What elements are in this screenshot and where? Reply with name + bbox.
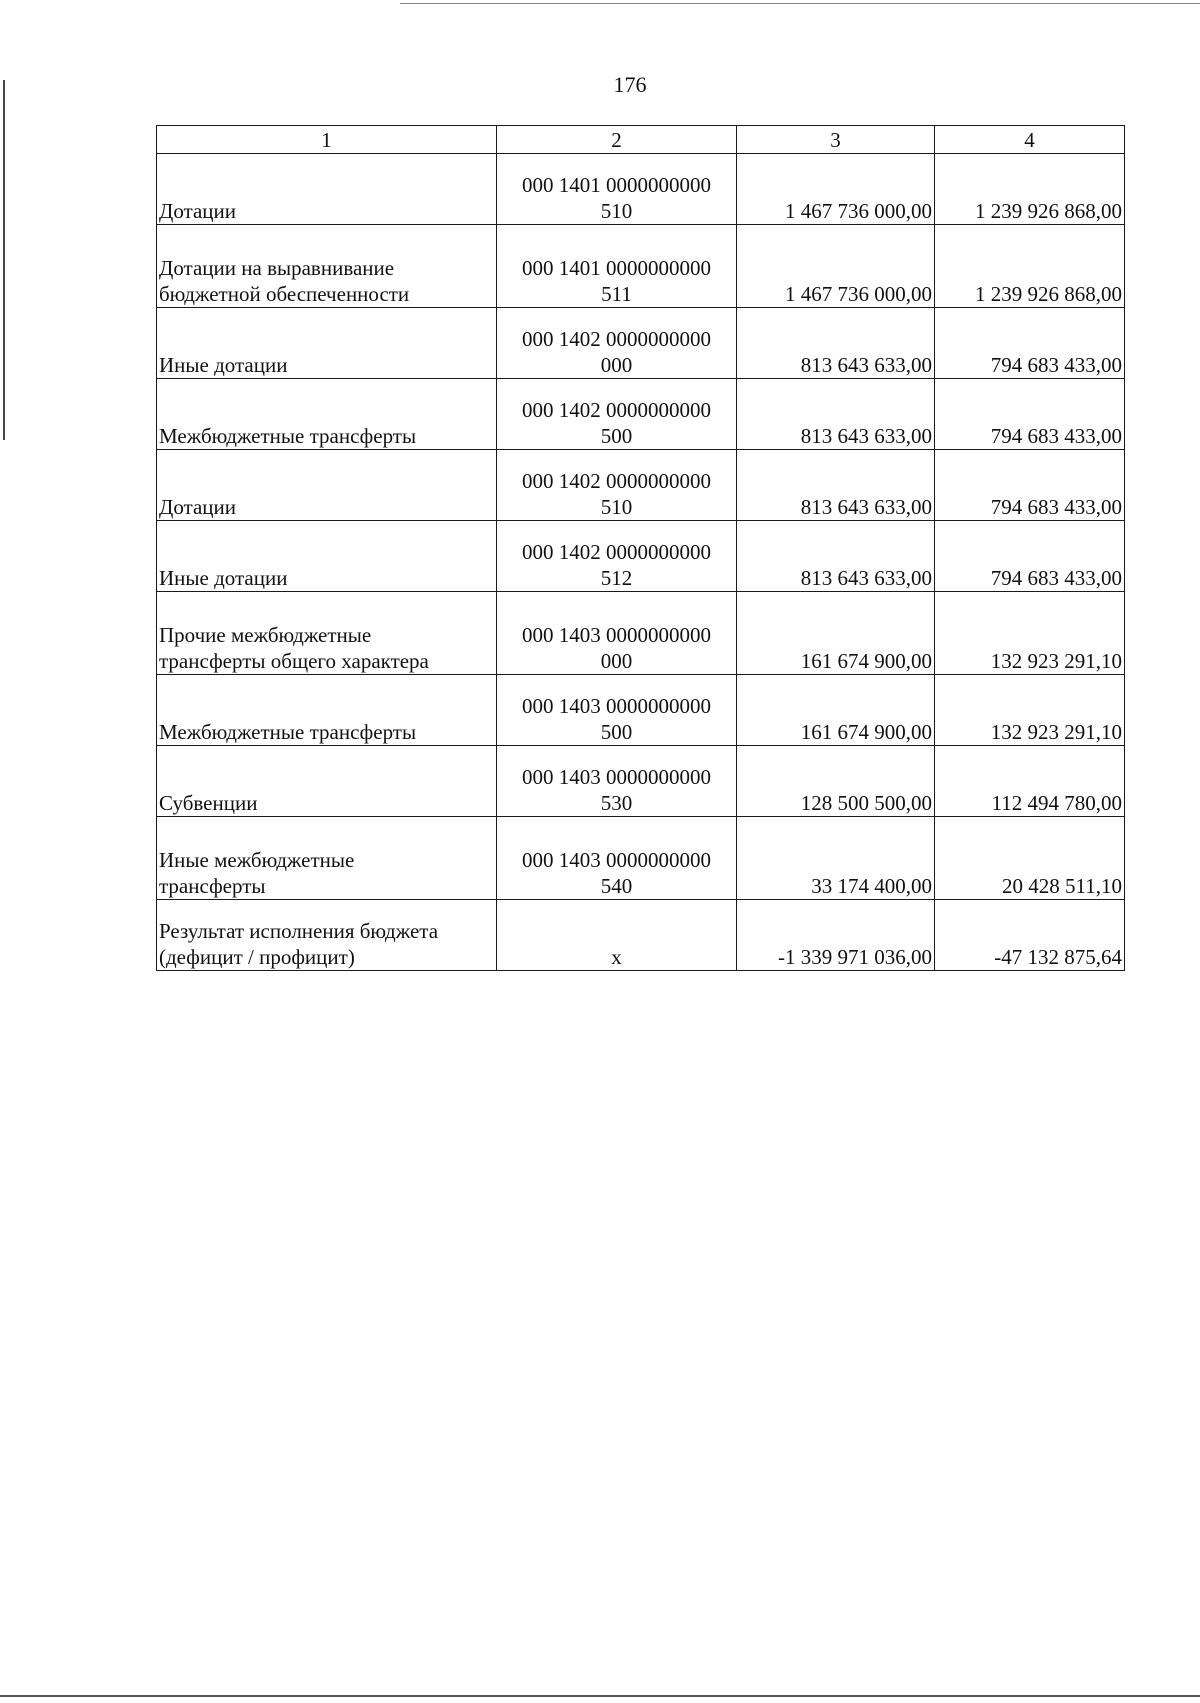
row-value-col3: 813 643 633,00 (737, 379, 935, 450)
row-name: Дотации (157, 154, 497, 225)
row-value-col3: 813 643 633,00 (737, 450, 935, 521)
row-name: Результат исполнения бюджета (дефицит / профицит) (157, 900, 497, 971)
row-value-col4: 1 239 926 868,00 (935, 225, 1125, 308)
table-row (157, 225, 1125, 308)
table-row-result (157, 900, 1125, 971)
row-value-col4: 794 683 433,00 (935, 379, 1125, 450)
table-header-row (157, 126, 1125, 154)
column-header-2: 2 (497, 126, 737, 154)
scan-edge-bottom (0, 1695, 1200, 1697)
row-value-col4: 794 683 433,00 (935, 521, 1125, 592)
table-row (157, 817, 1125, 900)
row-value-col3: 161 674 900,00 (737, 592, 935, 675)
page-number: 176 (613, 72, 647, 97)
row-name: Дотации на выравнивание бюджетной обеспеченности (157, 225, 497, 308)
table-row (157, 675, 1125, 746)
table-row (157, 450, 1125, 521)
table-row (157, 521, 1125, 592)
row-code: 000 1403 0000000000 500 (497, 675, 737, 746)
row-code: 000 1401 0000000000 511 (497, 225, 737, 308)
row-value-col3: 33 174 400,00 (737, 817, 935, 900)
row-code: 000 1403 0000000000 000 (497, 592, 737, 675)
row-value-col3: 813 643 633,00 (737, 521, 935, 592)
row-value-col4: 1 239 926 868,00 (935, 154, 1125, 225)
row-value-col3: -1 339 971 036,00 (737, 900, 935, 971)
row-value-col3: 813 643 633,00 (737, 308, 935, 379)
row-value-col4: 112 494 780,00 (935, 746, 1125, 817)
row-value-col3: 1 467 736 000,00 (737, 154, 935, 225)
row-code: 000 1403 0000000000 540 (497, 817, 737, 900)
column-header-4: 4 (935, 126, 1125, 154)
row-name: Межбюджетные трансферты (157, 379, 497, 450)
row-name: Иные дотации (157, 308, 497, 379)
row-code: 000 1402 0000000000 000 (497, 308, 737, 379)
table-row (157, 154, 1125, 225)
table-row (157, 379, 1125, 450)
row-code: 000 1402 0000000000 512 (497, 521, 737, 592)
row-name: Иные дотации (157, 521, 497, 592)
row-code: 000 1403 0000000000 530 (497, 746, 737, 817)
row-value-col3: 128 500 500,00 (737, 746, 935, 817)
table-row (157, 746, 1125, 817)
row-name: Субвенции (157, 746, 497, 817)
row-name: Иные межбюджетные трансферты (157, 817, 497, 900)
scan-edge-left (3, 80, 5, 440)
row-name: Прочие межбюджетные трансферты общего характера (157, 592, 497, 675)
row-code: 000 1402 0000000000 500 (497, 379, 737, 450)
row-code: x (497, 900, 737, 971)
table-row (157, 308, 1125, 379)
table-row (157, 592, 1125, 675)
row-value-col4: 132 923 291,10 (935, 592, 1125, 675)
column-header-1: 1 (157, 126, 497, 154)
scan-edge-top (400, 3, 1200, 4)
row-value-col4: 794 683 433,00 (935, 308, 1125, 379)
row-name: Дотации (157, 450, 497, 521)
row-code: 000 1402 0000000000 510 (497, 450, 737, 521)
column-header-3: 3 (737, 126, 935, 154)
row-value-col3: 1 467 736 000,00 (737, 225, 935, 308)
row-name: Межбюджетные трансферты (157, 675, 497, 746)
row-value-col4: 132 923 291,10 (935, 675, 1125, 746)
row-code: 000 1401 0000000000 510 (497, 154, 737, 225)
row-value-col4: 20 428 511,10 (935, 817, 1125, 900)
row-value-col3: 161 674 900,00 (737, 675, 935, 746)
row-value-col4: -47 132 875,64 (935, 900, 1125, 971)
row-value-col4: 794 683 433,00 (935, 450, 1125, 521)
budget-execution-table (156, 125, 1125, 971)
